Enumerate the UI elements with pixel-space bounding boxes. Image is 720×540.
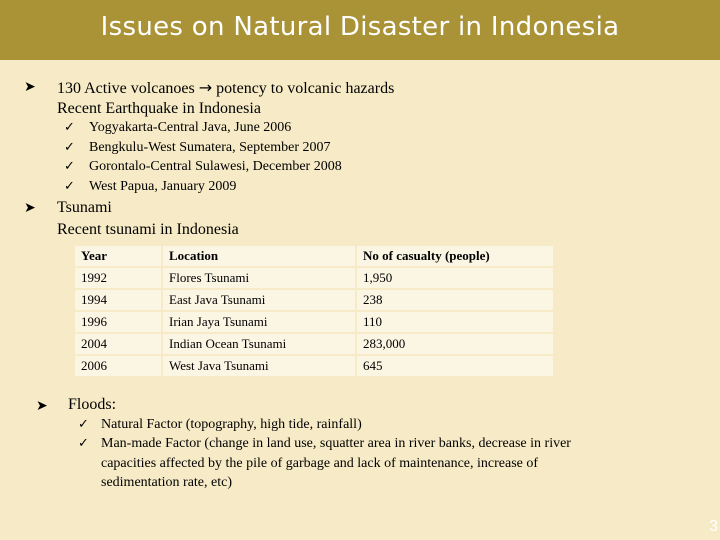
flood-item: Man-made Factor (change in land use, squatter area in river banks, decrease in river	[101, 436, 571, 451]
tsunami-table	[73, 244, 555, 378]
table-row	[75, 356, 553, 376]
page-number: 3	[709, 518, 718, 535]
table-row	[75, 290, 553, 310]
tsunami-label: Tsunami	[57, 199, 112, 216]
check-icon: ✓	[64, 179, 75, 194]
check-icon: ✓	[64, 140, 75, 155]
tsunami-subheading: Recent tsunami in Indonesia	[57, 221, 239, 238]
right-arrow-icon: →	[198, 78, 213, 97]
volcano-text: 130 Active volcanoes	[57, 80, 195, 97]
bullet-arrow-icon: ➤	[24, 200, 36, 216]
cell-year: 1994	[75, 290, 161, 310]
cell-location: Flores Tsunami	[163, 268, 355, 288]
earthquake-heading: Recent Earthquake in Indonesia	[57, 100, 261, 117]
cell-year: 2004	[75, 334, 161, 354]
flood-item: Natural Factor (topography, high tide, rainfall)	[101, 417, 362, 432]
cell-casualty: 645	[357, 356, 553, 376]
header-casualty: No of casualty (people)	[357, 246, 553, 266]
earthquake-item: Gorontalo-Central Sulawesi, December 2008	[89, 159, 342, 174]
table-row	[75, 334, 553, 354]
earthquake-item: Bengkulu-West Sumatera, September 2007	[89, 140, 331, 155]
cell-year: 2006	[75, 356, 161, 376]
bullet-arrow-icon: ➤	[36, 398, 48, 414]
cell-location: East Java Tsunami	[163, 290, 355, 310]
cell-location: Irian Jaya Tsunami	[163, 312, 355, 332]
earthquake-item: Yogyakarta-Central Java, June 2006	[89, 120, 292, 135]
flood-item-continued: capacities affected by the pile of garbage and lack of maintenance, increase of	[101, 456, 539, 471]
cell-year: 1992	[75, 268, 161, 288]
slide-title: Issues on Natural Disaster in Indonesia	[100, 12, 620, 42]
check-icon: ✓	[78, 417, 89, 432]
header-location: Location	[163, 246, 355, 266]
title-bar	[0, 0, 720, 60]
cell-year: 1996	[75, 312, 161, 332]
check-icon: ✓	[64, 120, 75, 135]
table-row	[75, 312, 553, 332]
cell-casualty: 283,000	[357, 334, 553, 354]
volcano-line	[57, 78, 394, 98]
floods-label: Floods:	[68, 396, 117, 413]
bullet-arrow-icon: ➤	[24, 79, 36, 95]
cell-casualty: 110	[357, 312, 553, 332]
check-icon: ✓	[64, 159, 75, 174]
cell-casualty: 238	[357, 290, 553, 310]
table-header-row	[75, 246, 553, 266]
header-year: Year	[75, 246, 161, 266]
cell-location: Indian Ocean Tsunami	[163, 334, 355, 354]
cell-location: West Java Tsunami	[163, 356, 355, 376]
earthquake-item: West Papua, January 2009	[89, 179, 237, 194]
table-row	[75, 268, 553, 288]
check-icon: ✓	[78, 436, 89, 451]
cell-casualty: 1,950	[357, 268, 553, 288]
flood-item-continued: sedimentation rate, etc)	[101, 475, 232, 490]
volcano-suffix: potency to volcanic hazards	[216, 80, 395, 97]
